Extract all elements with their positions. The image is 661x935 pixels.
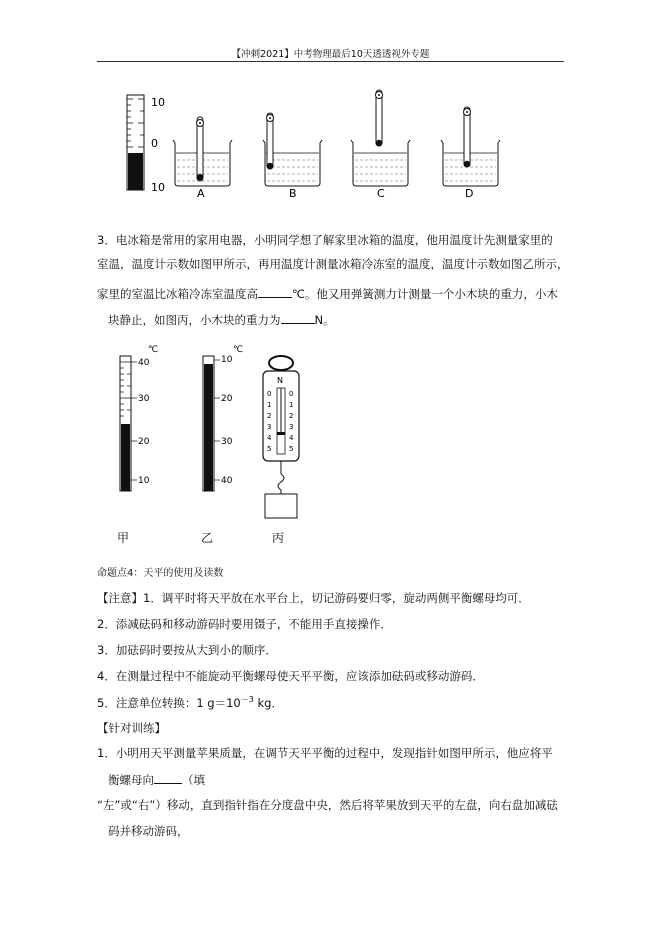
spring-balance xyxy=(263,356,299,518)
spring-unit: N xyxy=(277,376,283,385)
spring-right-3: 3 xyxy=(289,423,294,431)
note-5: 5．注意单位转换：1 $g=10^{-3}$ kg． xyxy=(97,695,283,710)
q1-line-3: “左”或“右”）移动，直到指针指在分度盘中央，然后将苹果放到天平的左盘，向右盘加减砝 xyxy=(97,798,558,812)
jia-tick-40: 40 xyxy=(138,358,150,368)
note-4: 4．在测量过程中不能旋动平衡螺母使天平平衡，应该添加砝码或移动游码． xyxy=(97,669,484,683)
scale-label-mid: 0 xyxy=(151,137,158,150)
spring-right-2: 2 xyxy=(289,412,294,420)
thermometer-jia xyxy=(120,345,158,491)
q1-line-1: 1．小明用天平测量苹果质量，在调节天平平衡的过程中，发现指针如图甲所示，他应将平 xyxy=(97,746,553,760)
section-title: 命题点4：天平的使用及读数 xyxy=(97,568,224,579)
spring-right-1: 1 xyxy=(289,401,294,409)
jia-tick-20: 20 xyxy=(138,437,150,447)
spring-left-5: 5 xyxy=(267,445,272,453)
training-title: 【针对训练】 xyxy=(97,721,166,735)
q3-line-3: 家里的室温比冰箱冷冻室温度高 ℃。他又用弹簧测力计测量一个小木块的重力，小木 xyxy=(97,287,558,301)
caption-yi: 乙 xyxy=(201,531,214,545)
thermometers-spring-figure xyxy=(105,340,315,550)
spring-left-0: 0 xyxy=(267,390,272,398)
yi-tick-30: 30 xyxy=(221,437,233,447)
beaker-label-b: B xyxy=(289,187,297,200)
yi-tick-10: 10 xyxy=(221,355,233,365)
unit-yi: ℃ xyxy=(233,345,244,355)
thermometer-yi xyxy=(203,345,243,491)
caption-bing: 丙 xyxy=(272,531,285,545)
liquid-column-yi xyxy=(204,364,213,491)
spring-left-4: 4 xyxy=(267,434,272,442)
note-3: 3．加砝码时要按从大到小的顺序． xyxy=(97,643,277,657)
beaker-c xyxy=(351,90,410,186)
scale-label-bottom: 10 xyxy=(151,181,165,194)
spring-left-2: 2 xyxy=(267,412,272,420)
unit-jia: ℃ xyxy=(148,345,159,355)
beaker-label-a: A xyxy=(197,187,205,200)
spring-left-3: 3 xyxy=(267,423,272,431)
scale-label-top: 10 xyxy=(151,96,165,109)
wooden-block xyxy=(265,494,297,518)
jia-tick-10: 10 xyxy=(138,476,150,486)
beaker-d xyxy=(441,107,500,186)
beaker-label-c: C xyxy=(377,187,385,200)
spring-left-1: 1 xyxy=(267,401,272,409)
page-header: 【冲刺2021】中考物理最后10天透透视外专题 xyxy=(231,49,430,60)
yi-tick-40: 40 xyxy=(221,476,233,486)
answer-blank-weight[interactable] xyxy=(281,311,315,324)
jia-tick-30: 30 xyxy=(138,394,150,404)
beaker-a xyxy=(173,117,232,186)
spring-right-4: 4 xyxy=(289,434,294,442)
header-rule xyxy=(97,61,564,62)
note-1: 【注意】1．调平时将天平放在水平台上，切记游码要归零，旋动两侧平衡螺母均可． xyxy=(97,591,530,605)
spring-right-5: 5 xyxy=(289,445,294,453)
spring-pointer xyxy=(277,432,285,435)
q3-line-4: 块静止，如图丙，小木块的重力为 N。 xyxy=(108,313,335,327)
spring-right-0: 0 xyxy=(289,390,294,398)
q1-line-4: 码并移动游码， xyxy=(108,824,189,838)
beaker-b xyxy=(263,113,322,186)
beaker-label-d: D xyxy=(465,187,474,200)
scale-fill xyxy=(128,153,143,190)
note-2: 2．添减砝码和移动游码时要用镊子，不能用手直接操作． xyxy=(97,617,392,631)
yi-tick-20: 20 xyxy=(221,394,233,404)
q3-line-1: 3．电冰箱是常用的家用电器，小明同学想了解家里冰箱的温度，他用温度计先测量家里的 xyxy=(97,233,553,247)
q3-line-2: 室温，温度计示数如图甲所示，再用温度计测量冰箱冷冻室的温度，温度计示数如图乙所示， xyxy=(97,257,569,271)
caption-jia: 甲 xyxy=(117,531,130,545)
thermometer-beakers-figure xyxy=(105,85,505,200)
liquid-column-jia xyxy=(121,424,130,491)
q1-line-2: 衡螺母向 （填 xyxy=(108,773,205,787)
answer-blank-direction[interactable] xyxy=(154,771,182,784)
answer-blank-temperature[interactable] xyxy=(258,285,292,298)
